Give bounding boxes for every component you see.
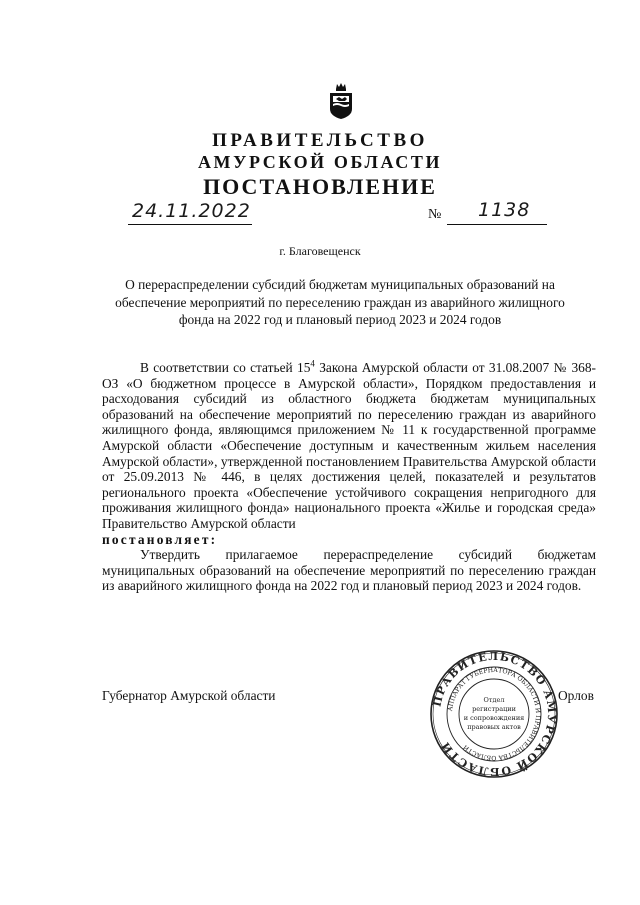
org-name-line2: АМУРСКОЙ ОБЛАСТИ bbox=[197, 152, 443, 172]
org-name-line1: ПРАВИТЕЛЬСТВО bbox=[212, 130, 428, 151]
body-paragraph-1: В соответствии со статьей $15^4$ Закона Амурской области от 31.08.2007 № 368-ОЗ «О бюджетном процессе в Амурской области», Порядком предоставления и расходования субсидий из областного бюджета бюджетам муниципальных образований на обеспечение мероприятий по переселению граждан из аварийного жилищного фонда, являющимся приложением № 11 к государственной программе Амурской области «Обеспечение доступным и качественным жильем населения Амурской области», утвержденной постановлением Правительства Амурской области от 25.09.2013 № 446, в целях достижения целей, показателей и результатов регионального проекта «Обеспечение устойчивого сокращения непригодного для проживания жилищного фонда» национального проекта «Жилье и городская среда» Правительство Амурской области bbox=[102, 358, 597, 531]
date-underline bbox=[128, 224, 252, 225]
number-sign: № bbox=[428, 207, 442, 222]
svg-text:и сопровождения: и сопровождения bbox=[463, 714, 525, 722]
resolves-line: постановляет: bbox=[102, 531, 218, 547]
signatory-title: Губернатор Амурской области bbox=[102, 688, 276, 703]
coat-of-arms-icon bbox=[328, 82, 354, 120]
svg-text:правовых актов: правовых актов bbox=[467, 723, 521, 731]
document-subject: О перераспределении субсидий бюджетам муниципальных образований на обеспечение мероприятий по переселению граждан из аварийного жилищного фонда на 2022 год и плановый период 2023 и 2024 годов bbox=[115, 277, 565, 327]
document-city: г. Благовещенск bbox=[279, 244, 361, 258]
signatory-name: Орлов bbox=[558, 688, 594, 703]
document-date: 24.11.2022 bbox=[132, 200, 251, 222]
svg-text:АППАРАТ ГУБЕРНАТОРА ОБЛАСТИ И: АППАРАТ ГУБЕРНАТОРА ОБЛАСТИ И ПРАВИТЕЛЬСТВА ОБЛАСТИ bbox=[447, 666, 542, 762]
official-seal-icon bbox=[428, 648, 560, 780]
superscript: 4 bbox=[310, 358, 315, 369]
document-type: ПОСТАНОВЛЕНИЕ bbox=[203, 174, 437, 199]
document-number: 1138 bbox=[478, 199, 531, 221]
document-body bbox=[102, 360, 596, 594]
svg-text:регистрации: регистрации bbox=[472, 705, 516, 713]
body-paragraph-2: Утвердить прилагаемое перераспределение субсидий бюджетам муниципальных образований на обеспечение мероприятий по переселению граждан из аварийного жилищного фонда на 2022 год и плановый период 2023 и 2024 годов. bbox=[102, 547, 596, 594]
svg-text:Отдел: Отдел bbox=[483, 696, 505, 704]
svg-text:ПРАВИТЕЛЬСТВО АМУРСКОЙ ОБЛАСТИ: ПРАВИТЕЛЬСТВО АМУРСКОЙ ОБЛАСТИ bbox=[430, 649, 559, 779]
number-underline bbox=[447, 224, 547, 225]
